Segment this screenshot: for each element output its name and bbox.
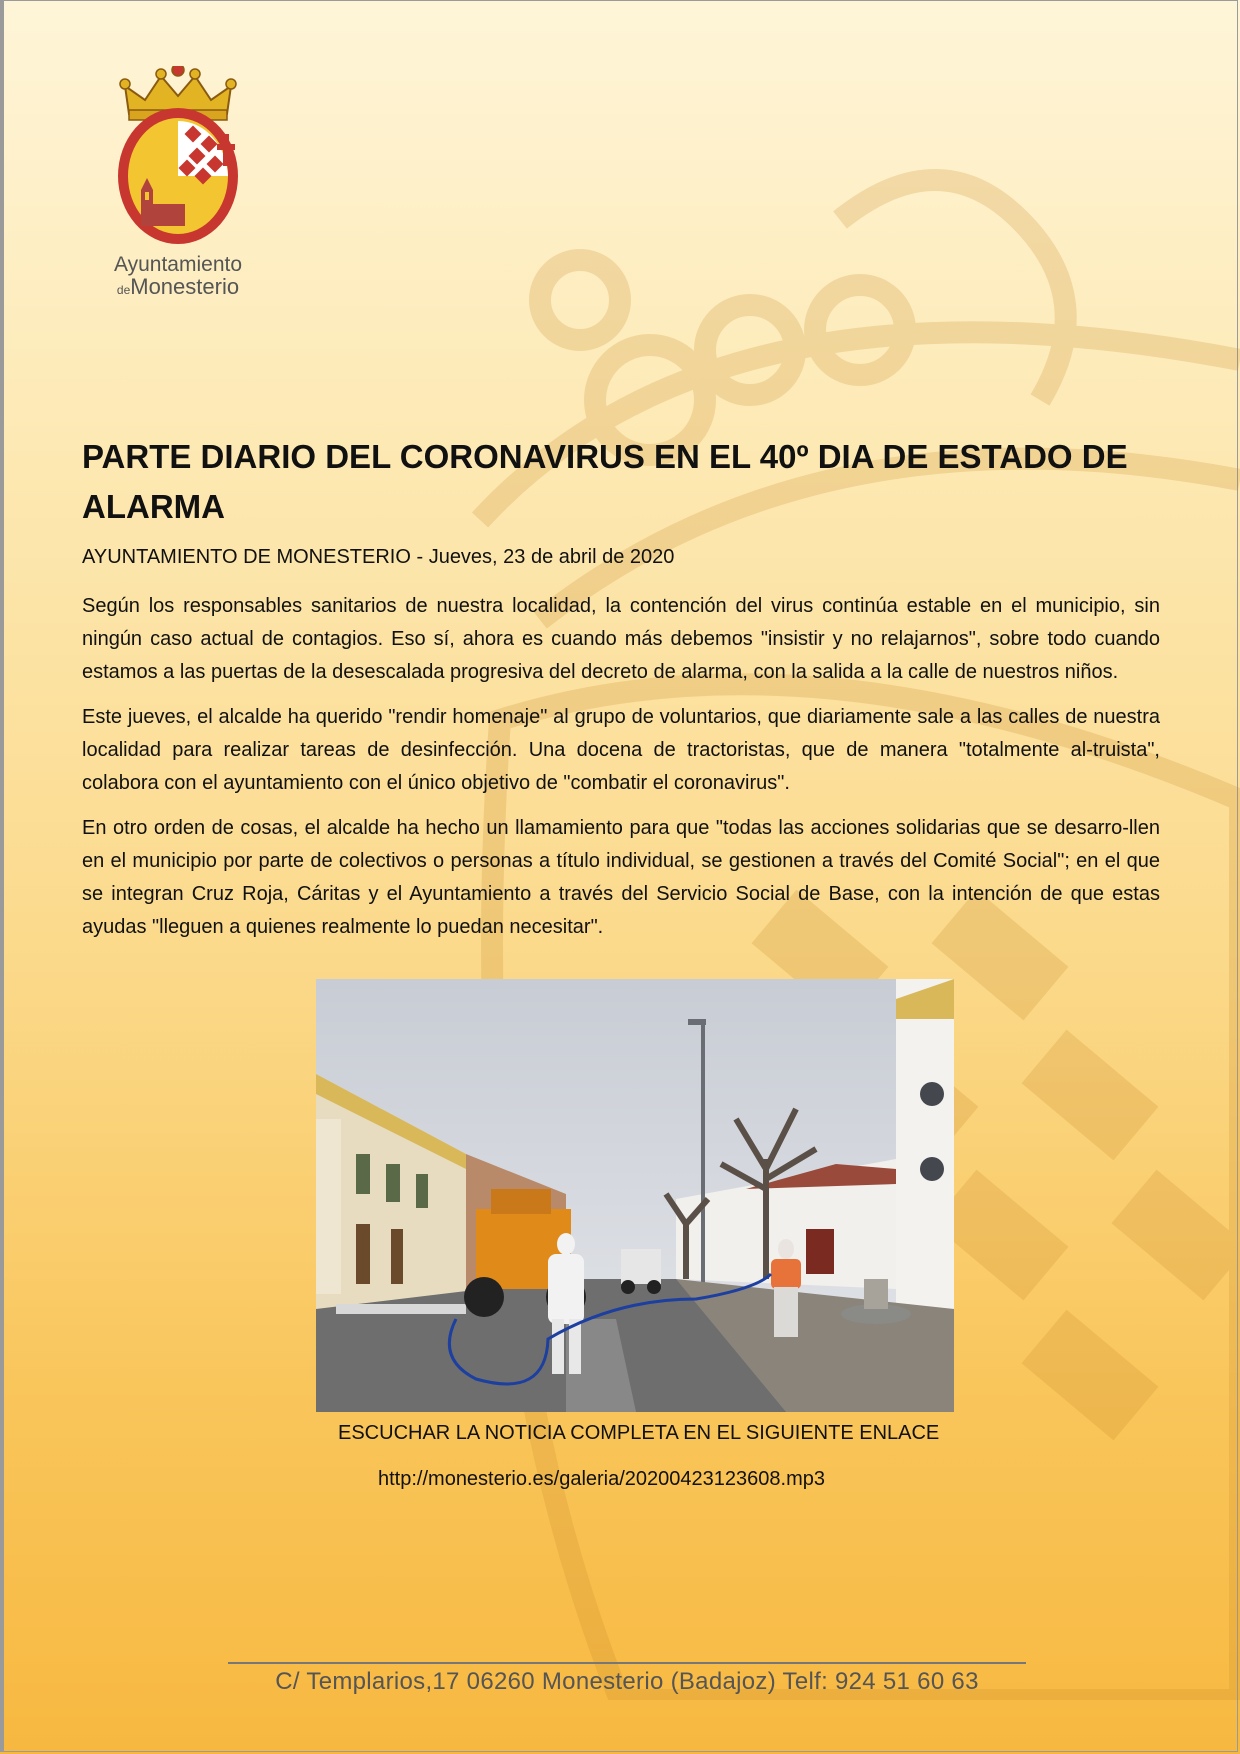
logo-line-2: Monesterio xyxy=(130,274,240,299)
coat-of-arms-icon xyxy=(111,66,245,248)
news-photo xyxy=(316,979,954,1412)
paragraph-3: En otro orden de cosas, el alcalde ha hecho un llamamiento para que "todas las acciones solidarias que se desarro-llen en el municipio por parte de colectivos o personas a título individual, se gestionen a través del Comité Social"; en el que se integran Cruz Roja, Cáritas y el Ayuntamiento a través del Servicio Social de Base, con la intención de que estas ayudas "lleguen a quienes realmente lo puedan necesitar". xyxy=(82,817,1160,938)
municipal-logo xyxy=(108,66,248,301)
street-disinfection-photo xyxy=(316,979,954,1412)
audio-caption: ESCUCHAR LA NOTICIA COMPLETA EN EL SIGUIENTE ENLACE xyxy=(338,1422,940,1444)
footer-divider xyxy=(228,1662,1026,1664)
article-body xyxy=(82,590,1160,956)
audio-link[interactable]: http://monesterio.es/galeria/20200423123608.mp3 xyxy=(378,1468,825,1490)
paragraph-1: Según los responsables sanitarios de nuestra localidad, la contención del virus continúa estable en el municipio, sin ningún caso actual de contagios. Eso sí, ahora es cuando más debemos "insistir y no relajarnos", sobre todo cuando estamos a las puertas de la desescalada progresiva del decreto de alarma, con la salida a la calle de nuestros niños. xyxy=(82,595,1160,683)
logo-line-1: Ayuntamiento xyxy=(113,253,243,276)
article-title: PARTE DIARIO DEL CORONAVIRUS EN EL 40º DIA DE ESTADO DE ALARMA xyxy=(82,438,1128,525)
footer-address: C/ Templarios,17 06260 Monesterio (Badajoz) Telf: 924 51 60 63 xyxy=(275,1668,979,1695)
logo-line-2-prefix: de xyxy=(116,283,131,297)
paragraph-2: Este jueves, el alcalde ha querido "rendir homenaje" al grupo de voluntarios, que diariamente sale a las calles de nuestra localidad para realizar tareas de desinfección. Una docena de tractoristas, que de manera "totalmente al-truista", colabora con el ayuntamiento con el único objetivo de "combatir el coronavirus". xyxy=(82,706,1160,794)
article-byline: AYUNTAMIENTO DE MONESTERIO - Jueves, 23 de abril de 2020 xyxy=(82,546,675,568)
